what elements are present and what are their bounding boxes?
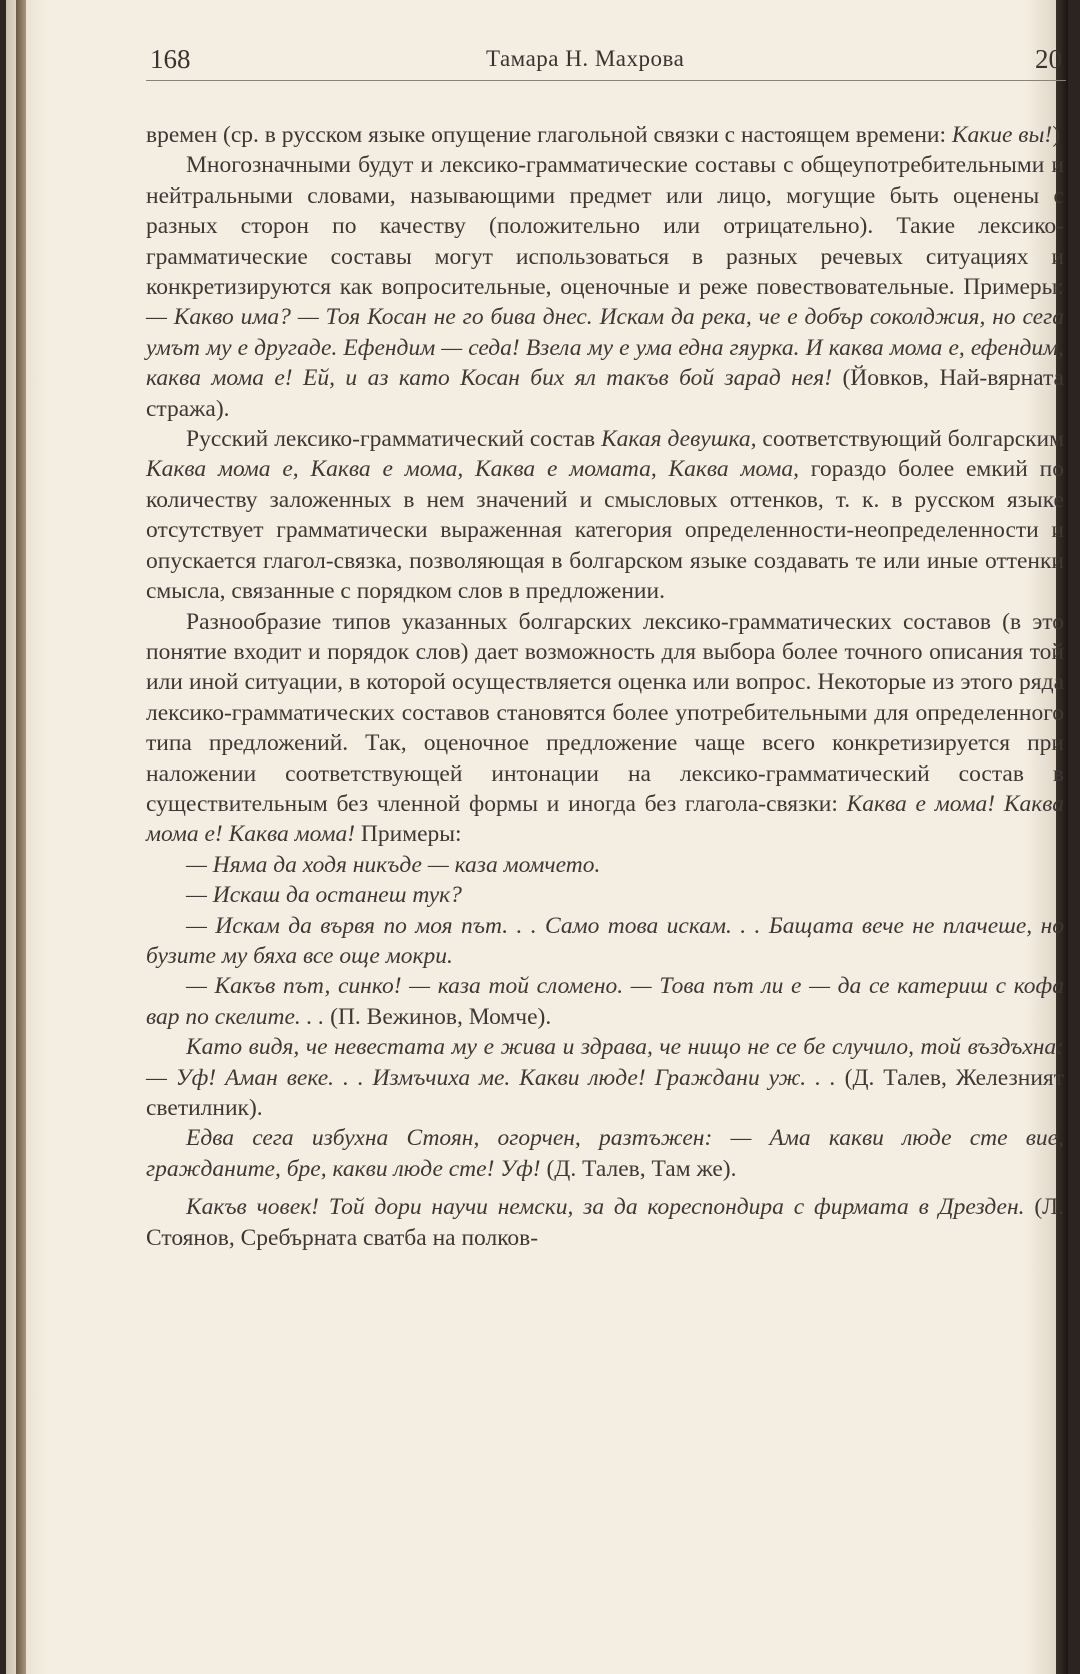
paragraph-1: времен (ср. в русском языке опущение глагольной связки с настоящем времени: Какие вы!) xyxy=(146,122,1061,148)
page-spine-shadow xyxy=(16,0,26,1674)
edge-number: 20 xyxy=(1035,44,1062,74)
page-number: 168 xyxy=(150,44,191,74)
dialogue-line: Като видя, че невестата му е жива и здрава, че нищо не се бе случило, той въздъхна: — Уф! Аман веке. . . Измъчиха ме. Какви люде! Граждани уж. . . (Д. Талев, Железният светилник). xyxy=(146,1034,1064,1121)
example-italic: — Какво има? — Тоя Косан не го бива днес. Искам да река, че е добър соколджия, но сега умът му е другаде. Ефендим — седа! Взела му е ума една гяурка. И каква мома е, ефендим, каква мома е! Ей, и аз като Косан бих ял такъв бой зарад нея! xyxy=(146,304,1064,392)
dialogue-line: — Искам да вървя по моя път. . . Само това искам. . . Бащата вече не плачеше, но бузите му бяха все още мокри. xyxy=(146,912,1064,969)
dialogue-line: Какъв човек! Той дори научи немски, за да кореспондира с фирмата в Дрезден. (Л. Стоянов, Сребърната сватба на полков- xyxy=(146,1194,1064,1251)
paragraph-2: Многозначными будут и лексико-грамматические составы с общеупотребительными и нейтральными словами, называющими предмет или лицо, могущие быть оценены с разных сторон по качеству (положительно или отрицательно). Такие лексико-грамматические составы могут использоваться в разных речевых ситуациях и конкретизируются как вопросительные, оценочные и реже повествовательные. Примеры: — Какво има? — Тоя Косан не го бива днес. Искам да река, че е добър соколджия, но сега умът му е другаде. Ефендим — седа! Взела му е ума една гяурка. И каква мома е, ефендим, каква мома е! Ей, и аз като Косан бих ял такъв бой зарад нея! (Йовков, Най-вярната стража). xyxy=(146,152,1064,422)
book-page xyxy=(6,0,1068,1674)
dialogue-line: Едва сега избухна Стоян, огорчен, разтъжен: — Ама какви люде сте вие, гражданите, бре, какви люде сте! Уф! (Д. Талев, Там же). xyxy=(146,1125,1064,1182)
source-citation: (Л. Стоянов, Сребърната сватба на полков- xyxy=(146,1194,1064,1251)
example-italic: Каква мома е, Каква е мома, Каква е момата, Каква мома, xyxy=(146,456,799,483)
source-citation: (Д. Талев, Железният светилник). xyxy=(146,1064,1064,1121)
body-text xyxy=(146,120,1064,1253)
example-italic: Какие вы! xyxy=(951,122,1053,148)
source-citation: (П. Вежинов, Момче). xyxy=(324,1003,552,1030)
paragraph-4: Разнообразие типов указанных болгарских лексико-грамматических составов (в это понятие входит и порядок слов) дает возможность для выбора более точного описания той или иной ситуации, в которой осуществляется оценка или вопрос. Некоторые из этого ряда лексико-грамматических составов становятся более употребительными для определенного типа предложений. Так, оценочное предложение чаще всего конкретизируется при наложении соответствующей интонации на лексико-грамматический состав в существительным без членной формы и иногда без глагола-связки: Каква е мома! Каква мома е! Каква мома! Примеры: xyxy=(146,608,1064,848)
source-citation: (Д. Талев, Там же). xyxy=(540,1155,737,1182)
dialogue-line: — Какъв път, синко! — каза той сломено. — Това път ли е — да се катериш с кофа вар по скелите. . . (П. Вежинов, Момче). xyxy=(146,973,1064,1030)
example-italic: Каква е мома! Каква мома е! Каква мома! xyxy=(146,790,1064,848)
dialogue-line: — Няма да ходя никъде — каза момчето. xyxy=(186,851,601,878)
example-italic: Какая девушка, xyxy=(601,426,757,453)
running-title: Тамара Н. Махрова xyxy=(486,46,685,71)
dialogue-line: — Искаш да останеш тук? xyxy=(186,882,462,909)
header-rule xyxy=(146,80,1066,81)
running-header xyxy=(146,44,1066,84)
paragraph-3: Русский лексико-грамматический состав Какая девушка, соответствующий болгарским Каква мома е, Каква е мома, Каква е момата, Каква мома, гораздо более емкий по количеству заложенных в нем значений и смысловых оттенков, т. к. в русском языке отсутствует грамматически выраженная категория определенности-неопределенности и опускается глагол-связка, позволяющая в болгарском языке создавать те или иные оттенки смысла, связанные с порядком слов в предложении. xyxy=(146,426,1065,605)
